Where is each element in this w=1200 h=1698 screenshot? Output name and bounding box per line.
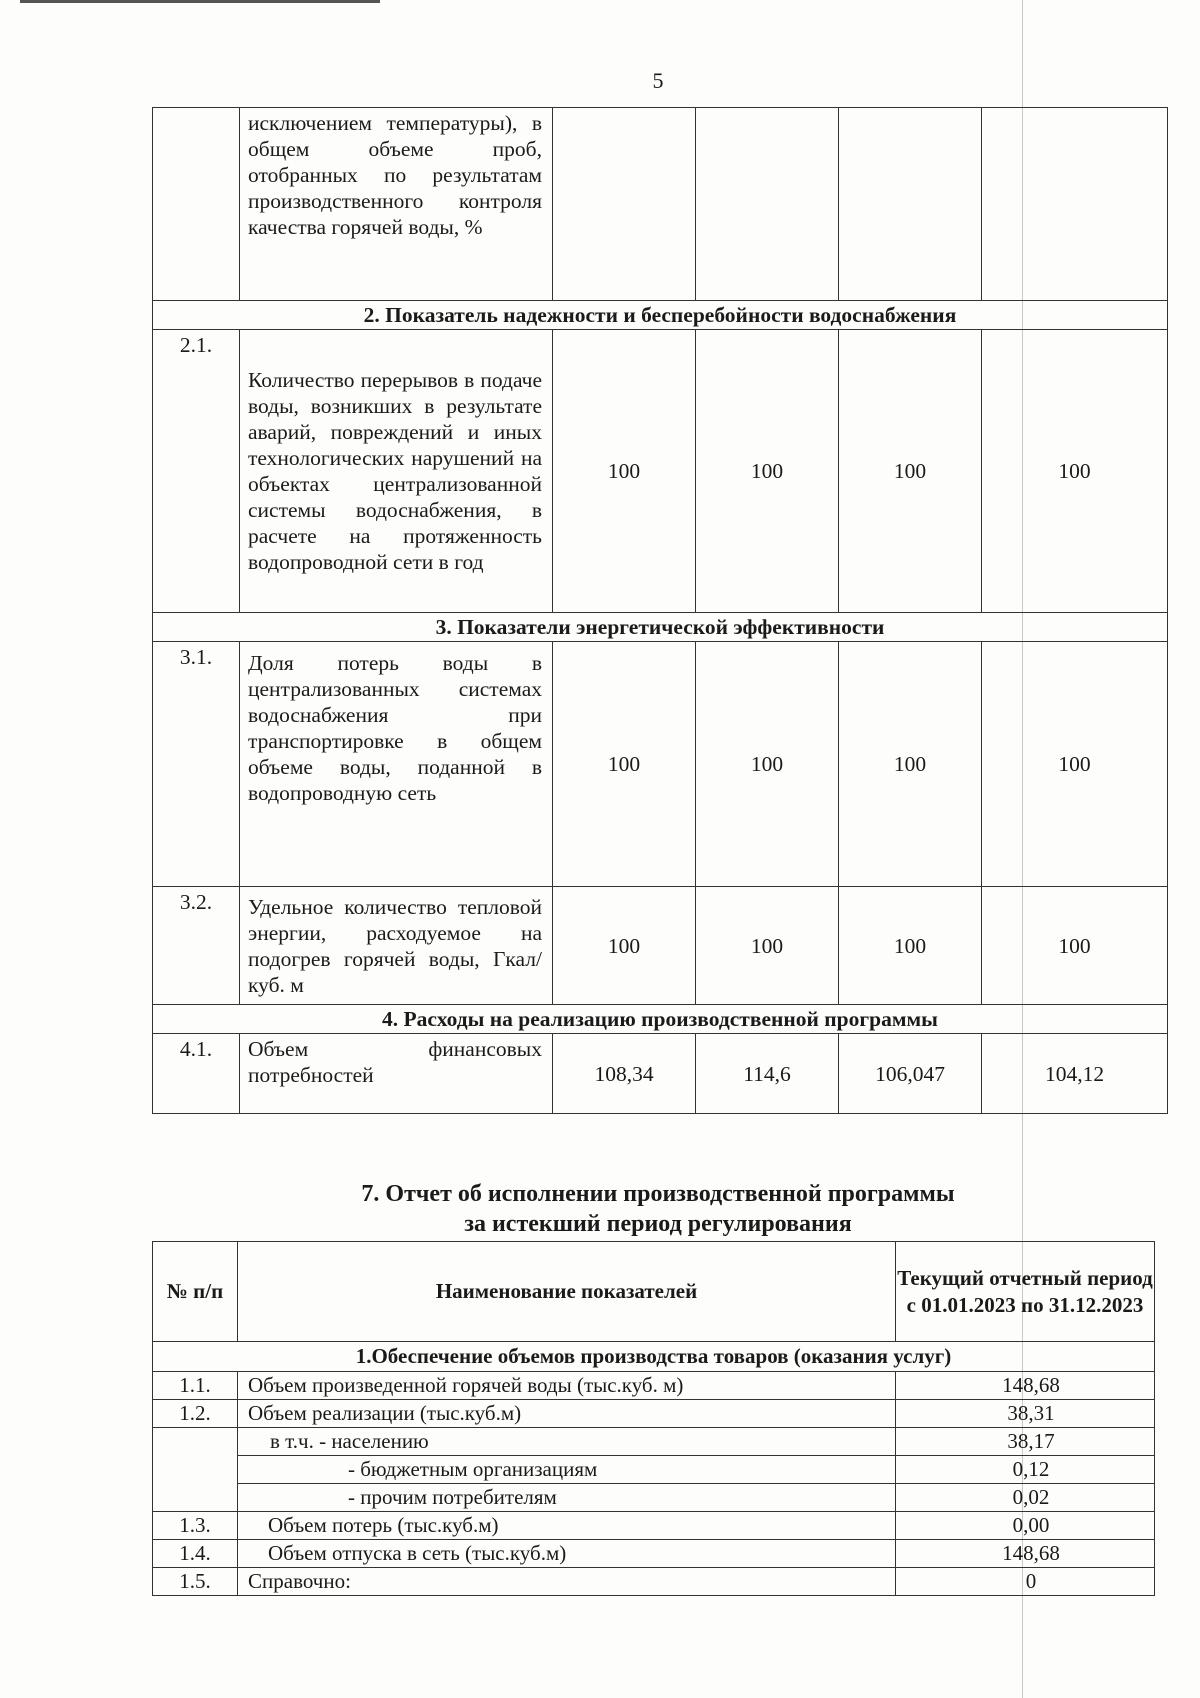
table-row [153, 887, 1168, 1005]
row-number: 1.2. [153, 1400, 238, 1428]
table-row [153, 1372, 1155, 1400]
indicator-value: 100 [982, 642, 1168, 887]
table-row [153, 1540, 1155, 1568]
section-title: 2. Показатель надежности и бесперебойности водоснабжения [153, 301, 1168, 330]
indicator-name: Объем потерь (тыс.куб.м) [238, 1512, 896, 1540]
row-number [153, 108, 240, 301]
indicator-name: - прочим потребителям [238, 1484, 896, 1512]
indicator-value: 104,12 [982, 1034, 1168, 1114]
indicator-name: в т.ч. - населению [238, 1428, 896, 1456]
report-subtitle: за истекший период регулирования [464, 1211, 852, 1237]
indicator-name: Удельное количество тепловой энергии, расходуемое на подогрев горячей воды, Гкал/куб. м [240, 887, 553, 1005]
table-row [153, 642, 1168, 887]
indicator-value: 100 [839, 330, 982, 613]
row-number: 2.1. [153, 330, 240, 613]
section-title: 1.Обеспечение объемов производства товаров (оказания услуг) [153, 1342, 1155, 1372]
header-period: Текущий отчетный период с 01.01.2023 по 31.12.2023 [896, 1242, 1155, 1342]
header-num: № п/п [153, 1242, 238, 1342]
indicator-value: 106,047 [839, 1034, 982, 1114]
indicator-value: 148,68 [896, 1540, 1155, 1568]
row-number: 1.1. [153, 1372, 238, 1400]
indicator-name: исключением температуры), в общем объеме проб, отобранных по результатам производственного контроля качества горячей воды, % [240, 108, 553, 301]
table-row [153, 330, 1168, 613]
indicator-value: 114,6 [696, 1034, 839, 1114]
table-row [153, 1428, 1155, 1456]
indicator-value: 38,17 [896, 1428, 1155, 1456]
row-number: 1.4. [153, 1540, 238, 1568]
indicator-value: 148,68 [896, 1372, 1155, 1400]
page-number: 5 [652, 68, 664, 93]
indicator-name: Объем реализации (тыс.куб.м) [238, 1400, 896, 1428]
section-header [153, 1342, 1155, 1372]
indicator-value: 0 [896, 1568, 1155, 1596]
table-row [153, 1456, 1155, 1484]
indicator-value: 100 [553, 887, 696, 1005]
section-header [153, 613, 1168, 642]
indicator-value: 100 [696, 887, 839, 1005]
table-row [153, 1568, 1155, 1596]
indicator-value: 0,00 [896, 1512, 1155, 1540]
section-header [153, 301, 1168, 330]
indicator-value: 100 [982, 887, 1168, 1005]
table-row [153, 108, 1168, 301]
indicator-name: Доля потерь воды в централизованных системах водоснабжения при транспортировке в общем объеме воды, поданной в водопроводную сеть [240, 642, 553, 887]
report-header-row [153, 1242, 1155, 1342]
indicator-value [553, 108, 696, 301]
indicator-value: 100 [553, 642, 696, 887]
indicators-table [152, 107, 1168, 1114]
table-row [153, 1400, 1155, 1428]
row-number: 4.1. [153, 1034, 240, 1114]
report-title: 7. Отчет об исполнении производственной программы [361, 1181, 955, 1207]
indicator-value: 38,31 [896, 1400, 1155, 1428]
row-number [153, 1428, 238, 1512]
row-number: 3.2. [153, 887, 240, 1005]
indicator-value: 0,12 [896, 1456, 1155, 1484]
indicator-name: - бюджетным организациям [238, 1456, 896, 1484]
indicator-value [696, 108, 839, 301]
report-table [152, 1241, 1155, 1596]
row-number: 1.3. [153, 1512, 238, 1540]
indicator-value: 100 [982, 330, 1168, 613]
section-title: 4. Расходы на реализацию производственной программы [153, 1005, 1168, 1034]
table-row [153, 1512, 1155, 1540]
indicator-name: Объем финансовых потребностей [240, 1034, 553, 1114]
scan-edge-mark [20, 0, 380, 3]
indicator-value: 100 [553, 330, 696, 613]
indicator-name: Объем отпуска в сеть (тыс.куб.м) [238, 1540, 896, 1568]
table-row [153, 1484, 1155, 1512]
section-title: 3. Показатели энергетической эффективности [153, 613, 1168, 642]
indicator-name: Количество перерывов в подаче воды, возникших в результате аварий, повреждений и иных технологических нарушений на объектах централизованной системы водоснабжения, в расчете на протяженность водопроводной сети в год [240, 330, 553, 613]
indicator-value: 100 [696, 642, 839, 887]
indicator-value: 100 [839, 887, 982, 1005]
indicator-value: 108,34 [553, 1034, 696, 1114]
row-number: 3.1. [153, 642, 240, 887]
indicator-name: Объем произведенной горячей воды (тыс.куб. м) [238, 1372, 896, 1400]
table-row [153, 1034, 1168, 1114]
row-number: 1.5. [153, 1568, 238, 1596]
section-header [153, 1005, 1168, 1034]
indicator-name: Справочно: [238, 1568, 896, 1596]
header-name: Наименование показателей [238, 1242, 896, 1342]
indicator-value: 100 [696, 330, 839, 613]
indicator-value: 0,02 [896, 1484, 1155, 1512]
indicator-value: 100 [839, 642, 982, 887]
indicator-value [982, 108, 1168, 301]
indicator-value [839, 108, 982, 301]
